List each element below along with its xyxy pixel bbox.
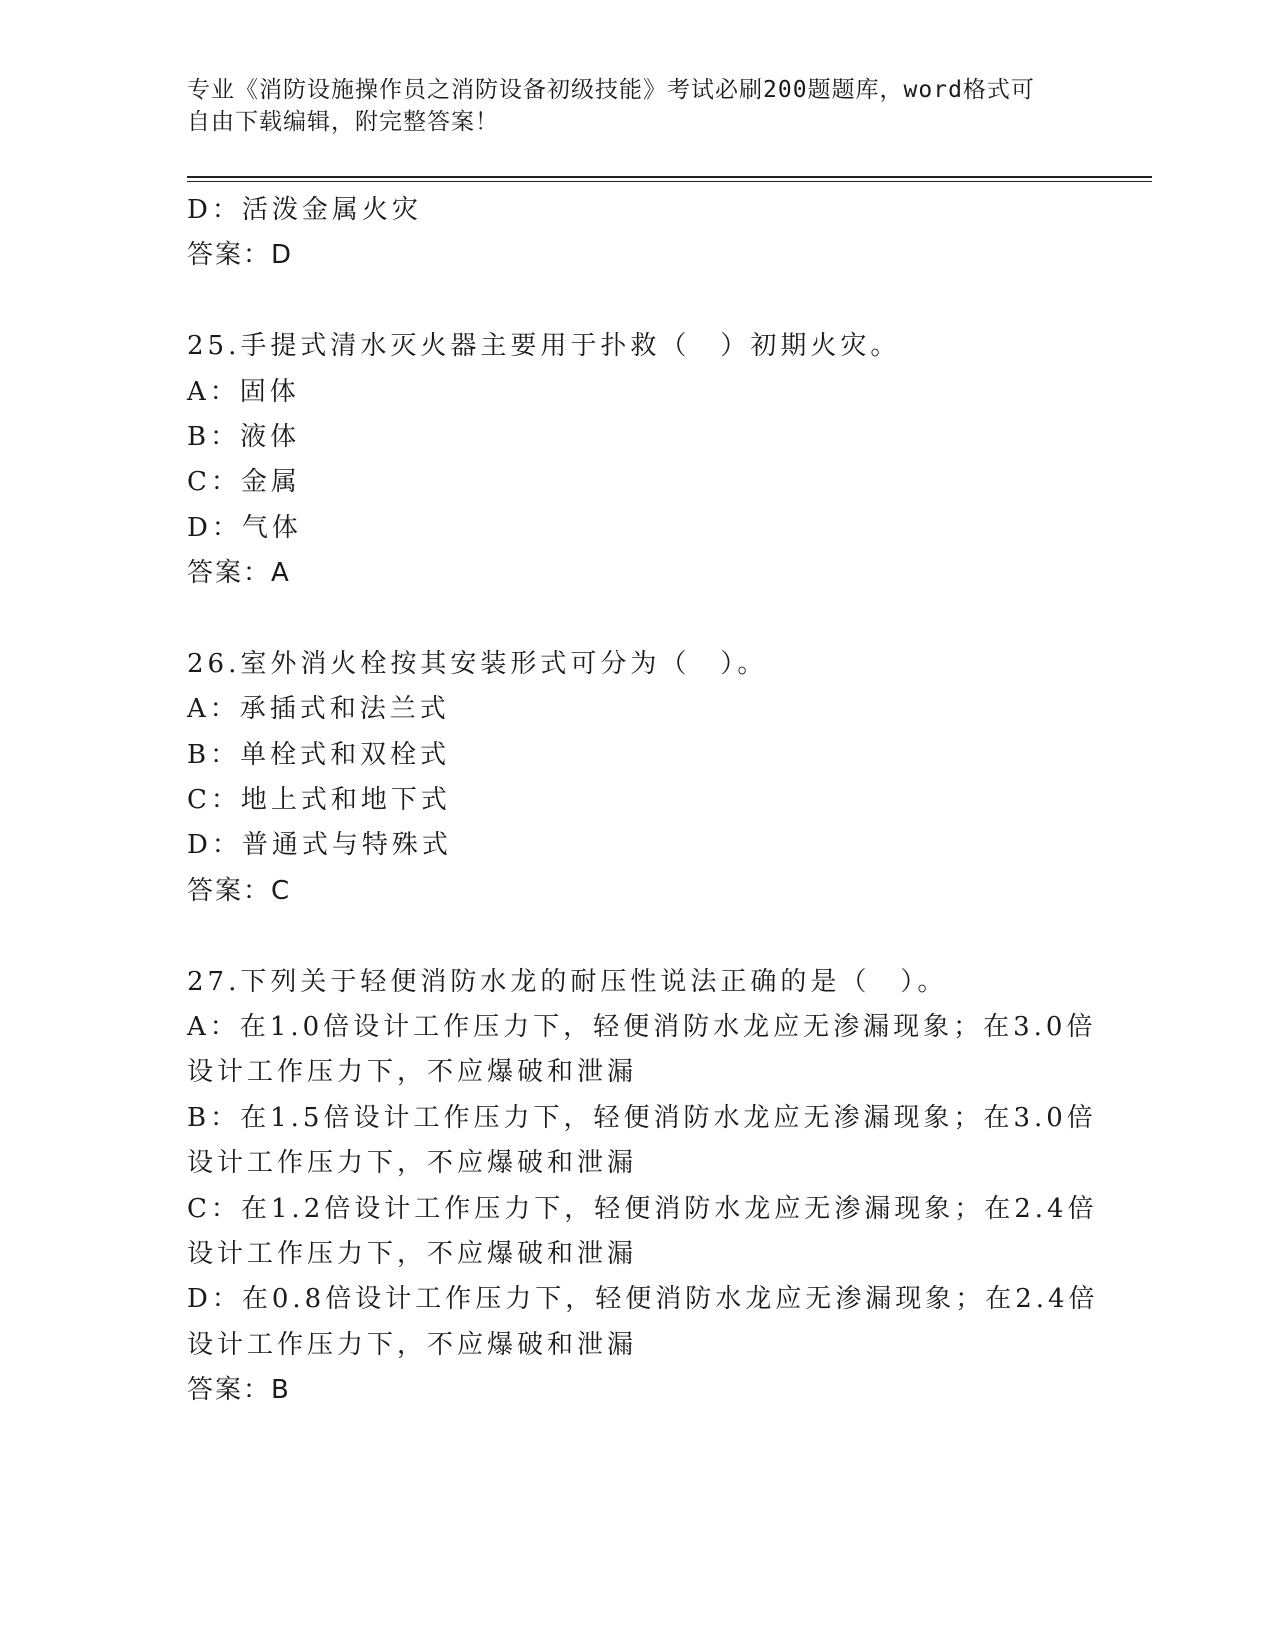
option-d: D：普通式与特殊式 — [187, 830, 452, 861]
option-c-line-2: 设计工作压力下，不应爆破和泄漏 — [187, 1238, 638, 1269]
option-c: C：地上式和地下式 — [187, 785, 451, 816]
option-a: A：承插式和法兰式 — [187, 694, 450, 725]
question-stem: 26.室外消火栓按其安装形式可分为（ ）。 — [187, 648, 768, 679]
lead-answer: 答案：D — [187, 240, 294, 271]
spacer — [187, 279, 1087, 324]
question-26 — [187, 642, 1087, 914]
option-c: C：金属 — [187, 467, 301, 498]
header-rule-thin — [187, 181, 1152, 182]
answer-line: 答案：B — [187, 1375, 291, 1406]
option-c-line-1: C：在1.2倍设计工作压力下，轻便消防水龙应无渗漏现象；在2.4倍 — [187, 1193, 1098, 1224]
document-header — [187, 74, 1067, 138]
question-list — [187, 188, 1099, 1414]
question-25 — [187, 324, 1087, 596]
spacer — [187, 914, 1087, 959]
option-a: A：固体 — [187, 376, 300, 407]
answer-line: 答案：C — [187, 875, 292, 906]
spacer — [187, 597, 1087, 642]
option-d-line-2: 设计工作压力下，不应爆破和泄漏 — [187, 1329, 638, 1360]
option-d-line-1: D：在0.8倍设计工作压力下，轻便消防水龙应无渗漏现象；在2.4倍 — [187, 1284, 1099, 1315]
option-b-line-1: B：在1.5倍设计工作压力下，轻便消防水龙应无渗漏现象；在3.0倍 — [187, 1102, 1097, 1133]
question-stem: 25.手提式清水灭火器主要用于扑救（ ）初期火灾。 — [187, 331, 901, 362]
lead-option-d: D：活泼金属火灾 — [187, 195, 422, 225]
header-line-2: 自由下载编辑，附完整答案！ — [187, 109, 499, 135]
question-27 — [187, 960, 1099, 1414]
option-b: B：液体 — [187, 421, 301, 452]
header-line-1: 专业《消防设施操作员之消防设备初级技能》考试必刷200题题库，word格式可 — [187, 77, 1035, 103]
option-a-line-2: 设计工作压力下，不应爆破和泄漏 — [187, 1057, 638, 1088]
header-rule-thick — [187, 176, 1152, 178]
answer-line: 答案：A — [187, 558, 291, 589]
option-b: B：单栓式和双栓式 — [187, 739, 451, 770]
option-b-line-2: 设计工作压力下，不应爆破和泄漏 — [187, 1148, 638, 1179]
option-a-line-1: A：在1.0倍设计工作压力下，轻便消防水龙应无渗漏现象；在3.0倍 — [187, 1012, 1097, 1043]
question-stem: 27.下列关于轻便消防水龙的耐压性说法正确的是（ ）。 — [187, 966, 948, 997]
option-d: D：气体 — [187, 512, 302, 543]
